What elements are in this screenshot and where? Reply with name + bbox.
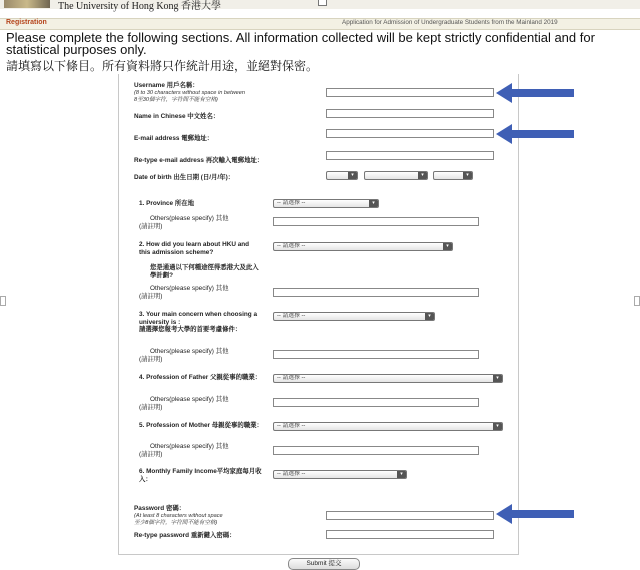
q4-select-value: -- 請選擇 -- [277, 375, 306, 381]
q6-label: 6. Monthly Family Income平均家庭每月收入： [139, 468, 262, 483]
dob-year-select[interactable] [433, 171, 473, 180]
q2-label-zh: 您是通過以下何種途徑得悉港大及此入學計劃? [150, 264, 259, 279]
q3-label-zh: 請選擇您報考大學的首要考慮條件： [139, 326, 242, 333]
province-select-value: -- 請選擇 -- [277, 200, 306, 206]
username-label: Username 用戶名稱： [134, 82, 199, 89]
email-retype-label: Re-type e-mail address 再次輸入電郵地址： [134, 157, 264, 164]
family-income-select[interactable] [273, 470, 407, 479]
intro-text-chinese: 請填寫以下條目。所有資料將只作統計用途，並絕對保密。 [6, 59, 319, 73]
email-input[interactable] [326, 129, 494, 138]
dob-month-select[interactable] [364, 171, 428, 180]
q5-others-note: (請註明) [139, 451, 163, 458]
chevron-down-icon: ▾ [418, 172, 427, 179]
q2-label-en: 2. How did you learn about HKU and this admission scheme? [139, 241, 250, 256]
name-chinese-input[interactable] [326, 109, 494, 118]
top-checkbox[interactable] [318, 0, 327, 6]
password-label: Password 密碼： [134, 505, 186, 512]
q5-others-label: Others(please specify) 其他 [150, 443, 229, 450]
password-hint-zh: 至少8個字符，字符間不能有空格) [134, 520, 218, 526]
chevron-down-icon: ▾ [397, 471, 406, 478]
q5-label: 5. Profession of Mother 母親從事的職業： [139, 422, 263, 429]
q4-others-note: (請註明) [139, 404, 163, 411]
q2-select-value: -- 請選擇 -- [277, 243, 306, 249]
chevron-down-icon: ▾ [425, 313, 434, 320]
arrow-left-icon [496, 83, 576, 103]
password-hint-en: (At least 8 characters without space [134, 513, 223, 519]
email-retype-input[interactable] [326, 151, 494, 160]
q3-select[interactable] [273, 312, 435, 321]
username-hint-zh: 8至30個字符，字符間不能有空格) [134, 97, 218, 103]
intro-text-english: Please complete the following sections. All information collected will be kept strictly confidential and for statistical purposes only. [6, 30, 595, 57]
q5-others-input[interactable] [273, 446, 479, 455]
password-retype-input[interactable] [326, 530, 494, 539]
q3-select-value: -- 請選擇 -- [277, 313, 306, 319]
university-logo-image [4, 0, 50, 8]
q3-others-input[interactable] [273, 350, 479, 359]
chevron-down-icon: ▾ [348, 172, 357, 179]
submit-button[interactable]: Submit 提交 [288, 558, 360, 570]
q3-others-label: Others(please specify) 其他 [150, 348, 229, 355]
q2-others-input[interactable] [273, 288, 479, 297]
q1-others-note: (請註明) [139, 223, 163, 230]
father-profession-select[interactable] [273, 374, 503, 383]
password-retype-label: Re-type password 重新鍵入密碼： [134, 532, 236, 539]
university-name: The University of Hong Kong 香港大學 [58, 1, 222, 12]
q3-label-en: 3. Your main concern when choosing a university is : [139, 311, 258, 326]
arrow-left-icon [496, 124, 576, 144]
province-select[interactable] [273, 199, 379, 208]
left-edge-marker [0, 296, 6, 306]
dob-day-select[interactable] [326, 171, 358, 180]
q6-select-value: -- 請選擇 -- [277, 471, 306, 477]
q2-others-label: Others(please specify) 其他 [150, 285, 229, 292]
chevron-down-icon: ▾ [493, 423, 502, 430]
password-input[interactable] [326, 511, 494, 520]
q5-select-value: -- 請選擇 -- [277, 423, 306, 429]
chevron-down-icon: ▾ [463, 172, 472, 179]
chevron-down-icon: ▾ [493, 375, 502, 382]
name-chinese-label: Name in Chinese 中文姓名： [134, 113, 220, 120]
dob-label: Date of birth 出生日期 (日/月/年)： [134, 174, 235, 181]
q2-others-note: (請註明) [139, 293, 163, 300]
q3-others-note: (請註明) [139, 356, 163, 363]
q1-label: 1. Province 所在地 [139, 200, 195, 207]
q1-others-label: Others(please specify) 其他 [150, 215, 229, 222]
q1-others-input[interactable] [273, 217, 479, 226]
username-input[interactable] [326, 88, 494, 97]
chevron-down-icon: ▾ [443, 243, 452, 250]
q4-others-input[interactable] [273, 398, 479, 407]
q2-select[interactable] [273, 242, 453, 251]
email-label: E-mail address 電郵地址： [134, 135, 214, 142]
username-hint-en: (8 to 30 characters without space in between [134, 90, 246, 96]
arrow-left-icon [496, 504, 576, 524]
q4-others-label: Others(please specify) 其他 [150, 396, 229, 403]
registration-label: Registration [6, 19, 47, 26]
q4-label: 4. Profession of Father 父親從事的職業： [139, 374, 262, 381]
mother-profession-select[interactable] [273, 422, 503, 431]
chevron-down-icon: ▾ [369, 200, 378, 207]
right-edge-marker [634, 296, 640, 306]
application-title: Application for Admission of Undergraduate Students from the Mainland 2019 [342, 19, 558, 26]
